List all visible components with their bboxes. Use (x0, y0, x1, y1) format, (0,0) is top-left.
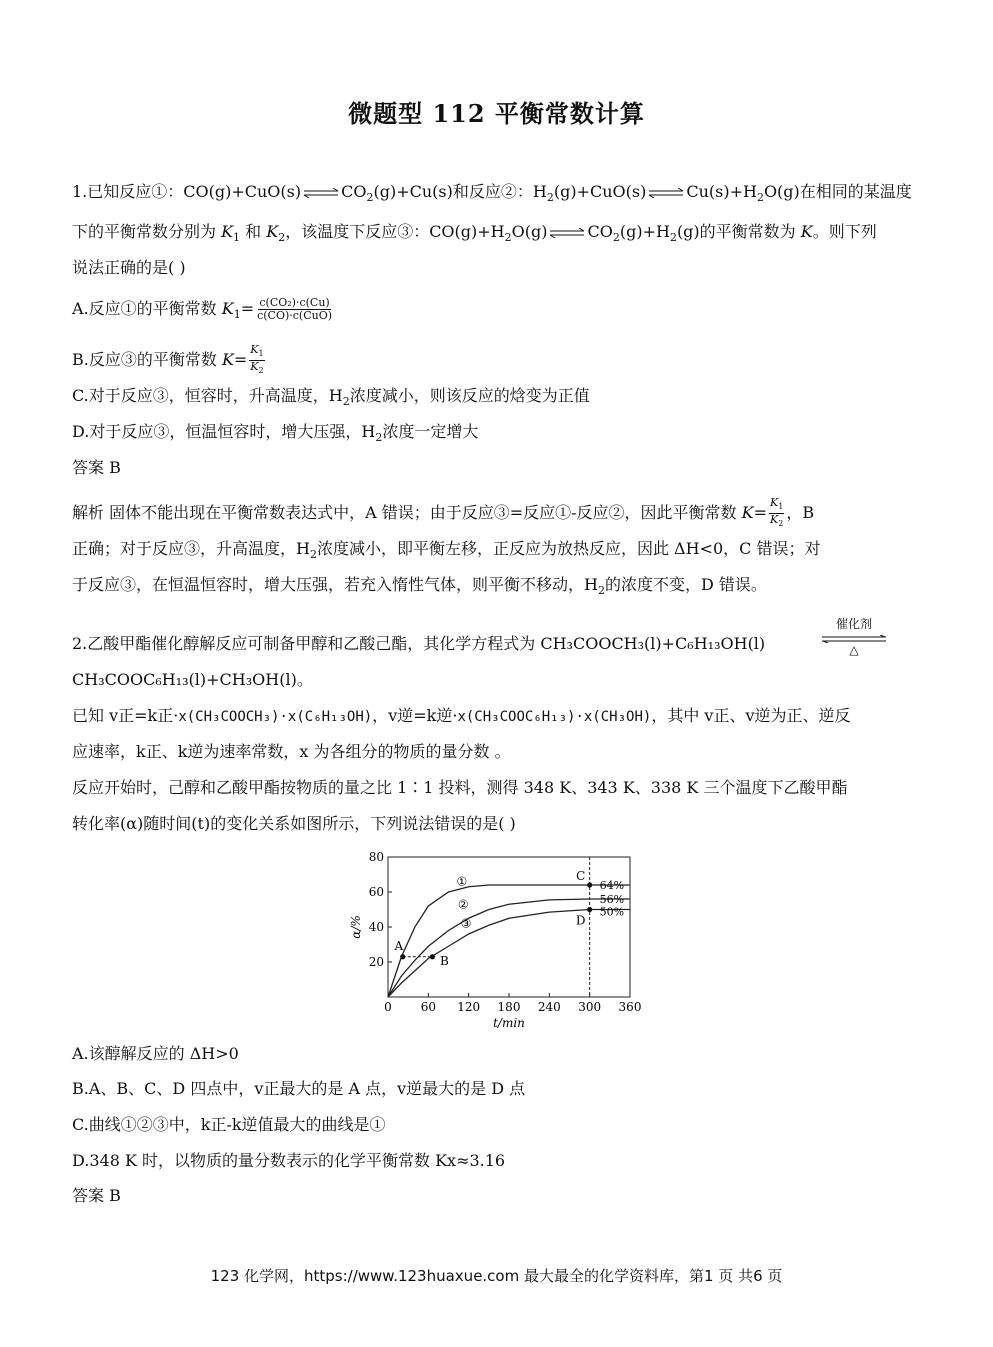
q1-analysis-2: 正确；对于反应③，升高温度，$H_2$浓度减小，即平衡左移，正反应为放热反应，因此 ΔH<0，C 错误；对 (72, 539, 821, 562)
q2-line-2: CH₃COOC₆H₁₃(l)+CH₃OH(l)。 (72, 670, 313, 689)
q2-text: 已知 v正=k正· (72, 706, 179, 725)
series-line-2 (388, 899, 630, 997)
conversion-chart (340, 845, 660, 1035)
q1-text: 下的平衡常数分别为 (72, 222, 222, 241)
analysis-text: ，B (786, 503, 815, 523)
q2-line-6: 转化率(α)随时间(t)的变化关系如图所示，下列说法错误的是( ) (72, 814, 516, 833)
fraction: $\frac{K_1}{K_2}$ (250, 343, 264, 376)
q2-option-a: A.该醇解反应的 ΔH>0 (72, 1044, 239, 1063)
percent-annotation: 56% (599, 893, 625, 906)
analysis-text: 正确；对于反应③，升高温度，H (72, 539, 310, 558)
q1-text: (g)+Cu(s)和反应②：H (373, 182, 547, 201)
page-title: 微题型 112 平衡常数计算 (348, 99, 645, 128)
option-text: A.反应①的平衡常数 (72, 299, 222, 318)
catalyst-label: 催化剂 (835, 617, 872, 631)
q2-line-1: 2.乙酸甲酯催化醇解反应可制备甲醇和乙酸己酯，其化学方程式为 CH₃COOCH₃(l)+C₆H₁₃OH(l) (72, 634, 766, 653)
q1-analysis-1: 解析 固体不能出现在平衡常数表达式中，A 错误；由于反应③=反应①-反应②，因此平衡常数 K= $\frac{K_1}{K_2}$ ，B (72, 496, 815, 529)
equilibrium-arrow-icon (549, 228, 585, 238)
analysis-text: 浓度减小，即平衡左移，正反应为放热反应，因此 ΔH<0，C 错误；对 (316, 539, 821, 558)
q1-line-3: 说法正确的是( ) (72, 258, 186, 277)
option-text: 浓度一定增大 (382, 422, 479, 441)
x-tick-label: 360 (618, 1000, 642, 1014)
q1-text: 和 (245, 222, 267, 241)
series-line-3 (388, 910, 630, 998)
q1-option-b: B.反应③的平衡常数 K= $\frac{K_1}{K_2}$ (72, 343, 264, 376)
x-tick-label: 300 (578, 1000, 602, 1014)
q2-text: ，v逆=k逆· (372, 706, 458, 725)
option-text: 浓度减小，则该反应的焓变为正值 (349, 386, 590, 405)
heat-label: △ (849, 643, 859, 657)
q1-text: O(g) (511, 222, 548, 241)
q1-text: 。则下列 (812, 222, 877, 241)
q2-option-d: D.348 K 时，以物质的量分数表示的化学平衡常数 Kx≈3.16 (72, 1151, 506, 1170)
percent-annotation: 64% (599, 879, 625, 892)
q1-text: (g)+H (619, 222, 670, 241)
option-text: B.反应③的平衡常数 (72, 350, 222, 370)
q1-text: ，该温度下反应③：CO(g)+H (285, 222, 505, 241)
percent-annotation: 50% (599, 905, 625, 919)
q2-option-b: B.A、B、C、D 四点中，v正最大的是 A 点，v逆最大的是 D 点 (72, 1079, 526, 1098)
q1-text: CO (587, 222, 613, 241)
equilibrium-arrow-icon (303, 188, 339, 198)
fraction-numerator: c(CO₂)·c(Cu) (259, 296, 330, 309)
q1-answer: 答案 B (72, 458, 121, 477)
q1-line-1: 1.已知反应①：CO(g)+CuO(s) $CO_2(g)+Cu(s)$和反应②：$H_2(g)+CuO(s)$ $Cu(s)+H_2O(g)$在相同的某温度 (72, 182, 912, 205)
point-label: B (439, 953, 449, 968)
q2-formula: x(CH₃COOCH₃)·x(C₆H₁₃OH) (178, 709, 373, 725)
reaction-arrow-icon (822, 635, 886, 643)
q1-text: Cu(s)+H (686, 182, 757, 201)
option-text: D.对于反应③，恒温恒容时，增大压强，H (72, 422, 376, 441)
q2-text: ，其中 v正、v逆为正、逆反 (651, 706, 851, 725)
y-tick-label: 80 (368, 850, 384, 864)
y-tick-label: 20 (368, 955, 384, 969)
point-label: D (575, 913, 586, 928)
q1-option-c: C.对于反应③，恒容时，升高温度，$H_2$浓度减小，则该反应的焓变为正值 (72, 386, 590, 409)
page-footer: 123 化学网，https://www.123huaxue.com 最大最全的化学资料库，第1 页 共6 页 (210, 1267, 783, 1285)
point-label: C (576, 869, 586, 883)
q1-line-2: 下的平衡常数分别为 $K_1$ 和 $K_2$，该温度下反应③：$CO(g)+H_2O(g)$ $CO_2(g)+H_2(g)$的平衡常数为 K。则下列 (72, 222, 877, 245)
x-tick-label: 0 (384, 1000, 392, 1014)
q2-line-3 (72, 705, 850, 728)
data-point-C (587, 882, 592, 887)
catalyst-condition (822, 615, 886, 657)
series-label: ② (457, 897, 469, 912)
y-tick-label: 40 (368, 920, 384, 934)
q1-option-d: D.对于反应③，恒温恒容时，增大压强，$H_2$浓度一定增大 (72, 422, 479, 445)
fraction: $\frac{K_1}{K_2}$ (770, 496, 784, 529)
q1-text: (g)的平衡常数为 (676, 222, 801, 241)
q2-line-5: 反应开始时，己醇和乙酸甲酯按物质的量之比 1∶1 投料，测得 348 K、343 K、338 K 三个温度下乙酸甲酯 (72, 778, 848, 797)
plot-frame (388, 857, 630, 997)
x-axis-label: t/min (493, 1016, 525, 1030)
fraction-denominator: c(CO)·c(CuO) (257, 309, 333, 322)
x-tick-label: 180 (497, 1000, 521, 1014)
series-label: ① (456, 874, 468, 889)
q2-option-c: C.曲线①②③中，k正-k逆值最大的曲线是① (72, 1115, 386, 1134)
data-point-B (430, 954, 435, 959)
fraction (256, 297, 333, 322)
x-tick-label: 240 (537, 1000, 561, 1014)
point-label: A (394, 938, 404, 953)
q1-analysis-3: 于反应③，在恒温恒容时，增大压强，若充入惰性气体，则平衡不移动，$H_2$的浓度不变，D 错误。 (72, 575, 767, 598)
analysis-text: 于反应③，在恒温恒容时，增大压强，若充入惰性气体，则平衡不移动，H (72, 575, 598, 594)
analysis-text: 的浓度不变，D 错误。 (604, 575, 767, 594)
data-point-D (587, 907, 592, 912)
equilibrium-arrow-icon (648, 188, 684, 198)
q2-answer: 答案 B (72, 1186, 121, 1205)
option-text: C.对于反应③，恒容时，升高温度，H (72, 386, 343, 405)
q1-text: O(g)在相同的某温度 (763, 182, 912, 201)
q1-text: 1.已知反应①：CO(g)+CuO(s) (72, 182, 302, 201)
analysis-text: 解析 固体不能出现在平衡常数表达式中，A 错误；由于反应③=反应①-反应②，因此平衡常数 (72, 503, 742, 523)
y-tick-label: 60 (368, 885, 384, 899)
q2-line-4: 应速率，k正、k逆为速率常数，x 为各组分的物质的量分数 。 (72, 742, 511, 761)
q1-text: (g)+CuO(s) (553, 182, 647, 201)
q1-option-a: A.反应①的平衡常数 $K_1=$ $\frac{\text{c(CO₂)·c(Cu)}}{\text{c(CO)·c(CuO)}}$ (72, 296, 333, 322)
x-tick-label: 60 (420, 1000, 436, 1014)
q1-text: CO (341, 182, 367, 201)
y-axis-label: α/% (349, 915, 363, 939)
series-line-1 (388, 885, 630, 997)
series-label: ③ (460, 916, 472, 931)
data-point-A (400, 954, 405, 959)
q2-formula: x(CH₃COOC₆H₁₃)·x(CH₃OH) (457, 709, 652, 725)
x-tick-label: 120 (457, 1000, 481, 1014)
